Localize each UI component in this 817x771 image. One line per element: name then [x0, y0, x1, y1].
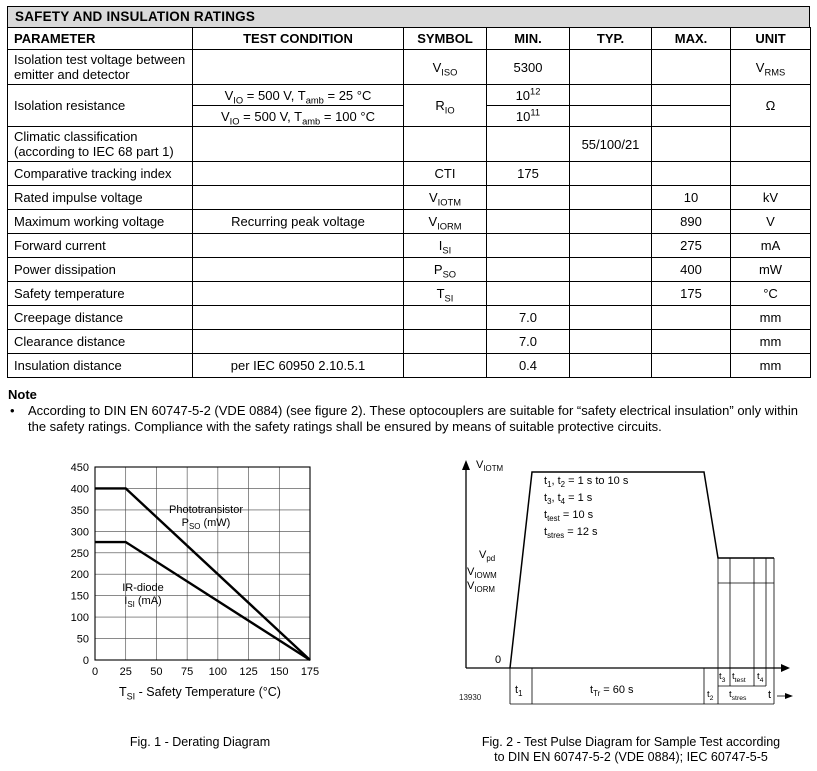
- series-label-line: $P_{SO}$ (mW): [181, 517, 231, 532]
- series-label-line: Phototransistor: [169, 504, 243, 516]
- typ-cell: 55/100/21: [570, 127, 652, 162]
- max-cell: 10: [652, 186, 731, 210]
- parameter-cell: Isolation test voltage between emitter and detector: [8, 50, 193, 85]
- condition-cell: [193, 162, 404, 186]
- symbol-cell: $V_{IOTM}$: [404, 186, 487, 210]
- max-cell: [652, 106, 731, 127]
- label-ttest: $t_{test}$: [732, 671, 746, 684]
- table-row: [8, 234, 811, 258]
- label-vpd: $V_{pd}$: [479, 549, 496, 564]
- note-bullet: •: [10, 403, 15, 418]
- note-body: [9, 403, 806, 435]
- fig2-caption-line2: to DIN EN 60747-5-2 (VDE 0884); IEC 60747-5-5: [494, 750, 768, 764]
- unit-cell: Ω: [731, 85, 811, 127]
- unit-cell: mm: [731, 354, 811, 378]
- table-row: [8, 354, 811, 378]
- condition-cell: [193, 50, 404, 85]
- col-header-test-condition: TEST CONDITION: [193, 28, 404, 50]
- symbol-cell: [404, 354, 487, 378]
- condition-cell: [193, 258, 404, 282]
- typ-cell: [570, 234, 652, 258]
- col-header-unit: UNIT: [731, 28, 811, 50]
- min-cell: [487, 234, 570, 258]
- symbol-cell: $V_{IORM}$: [404, 210, 487, 234]
- table-row: [8, 282, 811, 306]
- typ-cell: [570, 162, 652, 186]
- typ-cell: [570, 354, 652, 378]
- condition-cell: per IEC 60950 2.10.5.1: [193, 354, 404, 378]
- annotation-t1-t2: $t_1$, $t_2 = 1$ s to 10 s: [544, 475, 629, 490]
- svg-text:50: 50: [150, 666, 163, 678]
- parameter-cell: Rated impulse voltage: [8, 186, 193, 210]
- symbol-cell: [404, 306, 487, 330]
- col-header-symbol: SYMBOL: [404, 28, 487, 50]
- min-cell: [487, 127, 570, 162]
- condition-cell: [193, 282, 404, 306]
- unit-cell: $V_{RMS}$: [731, 50, 811, 85]
- table-row: [8, 258, 811, 282]
- unit-cell: [731, 127, 811, 162]
- condition-cell: $V_{IO} = 500$ V, $T_{amb} = 25$ °C: [193, 85, 404, 106]
- col-header-min: MIN.: [487, 28, 570, 50]
- svg-text:150: 150: [70, 590, 89, 603]
- min-cell: 7.0: [487, 306, 570, 330]
- min-cell: $10^{11}$: [487, 106, 570, 127]
- min-cell: 175: [487, 162, 570, 186]
- label-t4: $t_4$: [757, 671, 764, 684]
- condition-cell: [193, 330, 404, 354]
- max-cell: [652, 306, 731, 330]
- min-cell: 7.0: [487, 330, 570, 354]
- fig2-caption-line1: Fig. 2 - Test Pulse Diagram for Sample Test according: [481, 735, 781, 749]
- max-cell: [652, 162, 731, 186]
- symbol-cell: $I_{SI}$: [404, 234, 487, 258]
- min-cell: [487, 258, 570, 282]
- table-row: [8, 50, 811, 85]
- svg-text:450: 450: [70, 462, 89, 474]
- min-cell: 0.4: [487, 354, 570, 378]
- parameter-cell: Power dissipation: [8, 258, 193, 282]
- typ-cell: [570, 106, 652, 127]
- typ-cell: [570, 306, 652, 330]
- max-cell: 890: [652, 210, 731, 234]
- series-label-line: $I_{SI}$ (mA): [124, 595, 162, 610]
- label-t3: $t_3$: [719, 671, 726, 684]
- min-cell: 5300: [487, 50, 570, 85]
- svg-text:200: 200: [70, 569, 89, 582]
- symbol-cell: CTI: [404, 162, 487, 186]
- symbol-cell: [404, 330, 487, 354]
- note-text: According to DIN EN 60747-5-2 (VDE 0884) (see figure 2). These optocouplers are suitable for “safety electrical insulation” only within the safety ratings. Compliance with the safety ratings shall be ensured by means of suitable protective circuits.: [28, 403, 799, 434]
- parameter-cell: Comparative tracking index: [8, 162, 193, 186]
- table-row: [8, 210, 811, 234]
- svg-text:25: 25: [119, 666, 132, 678]
- symbol-cell: $V_{ISO}$: [404, 50, 487, 85]
- parameter-cell: Safety temperature: [8, 282, 193, 306]
- typ-cell: [570, 282, 652, 306]
- note-label: Note: [8, 387, 37, 402]
- fig1-derating-diagram: [55, 460, 355, 765]
- unit-cell: [731, 162, 811, 186]
- svg-text:0: 0: [82, 655, 89, 667]
- label-tstres: $t_{stres}$: [729, 689, 747, 702]
- parameter-cell: Clearance distance: [8, 330, 193, 354]
- unit-cell: V: [731, 210, 811, 234]
- table-row: [8, 306, 811, 330]
- label-t1: $t_1$: [515, 684, 523, 699]
- unit-cell: °C: [731, 282, 811, 306]
- label-viowm: $V_{IOWM}$: [467, 566, 497, 581]
- max-cell: 175: [652, 282, 731, 306]
- label-t2: $t_2$: [707, 689, 714, 702]
- unit-cell: kV: [731, 186, 811, 210]
- fig2-test-pulse-diagram: [452, 458, 810, 768]
- table-header-row: [8, 28, 811, 50]
- svg-text:400: 400: [70, 483, 89, 496]
- col-header-parameter: PARAMETER: [8, 28, 193, 50]
- max-cell: [652, 127, 731, 162]
- min-cell: [487, 186, 570, 210]
- parameter-cell: Forward current: [8, 234, 193, 258]
- symbol-cell: [404, 127, 487, 162]
- condition-cell: [193, 186, 404, 210]
- max-cell: [652, 85, 731, 106]
- condition-cell: [193, 306, 404, 330]
- fig1-x-axis-label: $T_{SI}$ - Safety Temperature (°C): [119, 685, 281, 702]
- annotation-t3-t4: $t_3$, $t_4 = 1$ s: [544, 492, 593, 507]
- typ-cell: [570, 210, 652, 234]
- symbol-cell: $P_{SO}$: [404, 258, 487, 282]
- col-header-typ: TYP.: [570, 28, 652, 50]
- svg-text:100: 100: [208, 666, 228, 678]
- typ-cell: [570, 258, 652, 282]
- min-cell: $10^{12}$: [487, 85, 570, 106]
- svg-text:150: 150: [270, 666, 289, 678]
- svg-text:125: 125: [239, 666, 258, 678]
- svg-text:350: 350: [70, 504, 89, 517]
- table-row: [8, 85, 811, 106]
- label-ttr: $t_{Tr} = 60$ s: [590, 684, 634, 699]
- symbol-cell: $R_{IO}$: [404, 85, 487, 127]
- parameter-cell: Creepage distance: [8, 306, 193, 330]
- label-viorm: $V_{IORM}$: [467, 580, 495, 595]
- max-cell: [652, 330, 731, 354]
- svg-text:175: 175: [300, 666, 320, 678]
- typ-cell: [570, 186, 652, 210]
- section-title: SAFETY AND INSULATION RATINGS: [15, 9, 256, 24]
- min-cell: [487, 210, 570, 234]
- svg-text:50: 50: [76, 633, 89, 646]
- annotation-tstres: $t_{stres} = 12$ s: [544, 526, 598, 541]
- table-row: [8, 127, 811, 162]
- series-label-ir-diode: [95, 582, 191, 608]
- svg-text:75: 75: [181, 666, 194, 678]
- typ-cell: [570, 50, 652, 85]
- label-viotm: $V_{IOTM}$: [476, 459, 504, 474]
- svg-text:300: 300: [70, 526, 89, 539]
- section-title-bar: [7, 6, 810, 28]
- fig1-caption: Fig. 1 - Derating Diagram: [129, 735, 271, 749]
- symbol-cell: $T_{SI}$: [404, 282, 487, 306]
- unit-cell: mA: [731, 234, 811, 258]
- parameter-cell: Isolation resistance: [8, 85, 193, 127]
- max-cell: 400: [652, 258, 731, 282]
- fig1-chart-svg: [55, 460, 327, 682]
- label-t-axis: t: [768, 689, 772, 701]
- parameter-cell: Insulation distance: [8, 354, 193, 378]
- unit-cell: mm: [731, 330, 811, 354]
- table-row: [8, 186, 811, 210]
- table-row: [8, 330, 811, 354]
- max-cell: 275: [652, 234, 731, 258]
- max-cell: [652, 50, 731, 85]
- series-label-line: IR-diode: [122, 582, 164, 594]
- ratings-table: [7, 27, 811, 378]
- series-label-phototransistor: [150, 504, 262, 530]
- parameter-cell: Maximum working voltage: [8, 210, 193, 234]
- condition-cell: Recurring peak voltage: [193, 210, 404, 234]
- table-row: [8, 162, 811, 186]
- figure-number: 13930: [459, 693, 482, 702]
- min-cell: [487, 282, 570, 306]
- parameter-cell: Climatic classification (according to IEC 68 part 1): [8, 127, 193, 162]
- svg-text:0: 0: [91, 666, 99, 678]
- col-header-max: MAX.: [652, 28, 731, 50]
- unit-cell: mW: [731, 258, 811, 282]
- svg-text:250: 250: [70, 547, 89, 560]
- condition-cell: [193, 127, 404, 162]
- condition-cell: $V_{IO} = 500$ V, $T_{amb} = 100$ °C: [193, 106, 404, 127]
- condition-cell: [193, 234, 404, 258]
- max-cell: [652, 354, 731, 378]
- annotation-ttest: $t_{test} = 10$ s: [544, 509, 594, 524]
- svg-text:100: 100: [70, 612, 89, 625]
- unit-cell: mm: [731, 306, 811, 330]
- typ-cell: [570, 330, 652, 354]
- label-zero: 0: [495, 654, 502, 666]
- typ-cell: [570, 85, 652, 106]
